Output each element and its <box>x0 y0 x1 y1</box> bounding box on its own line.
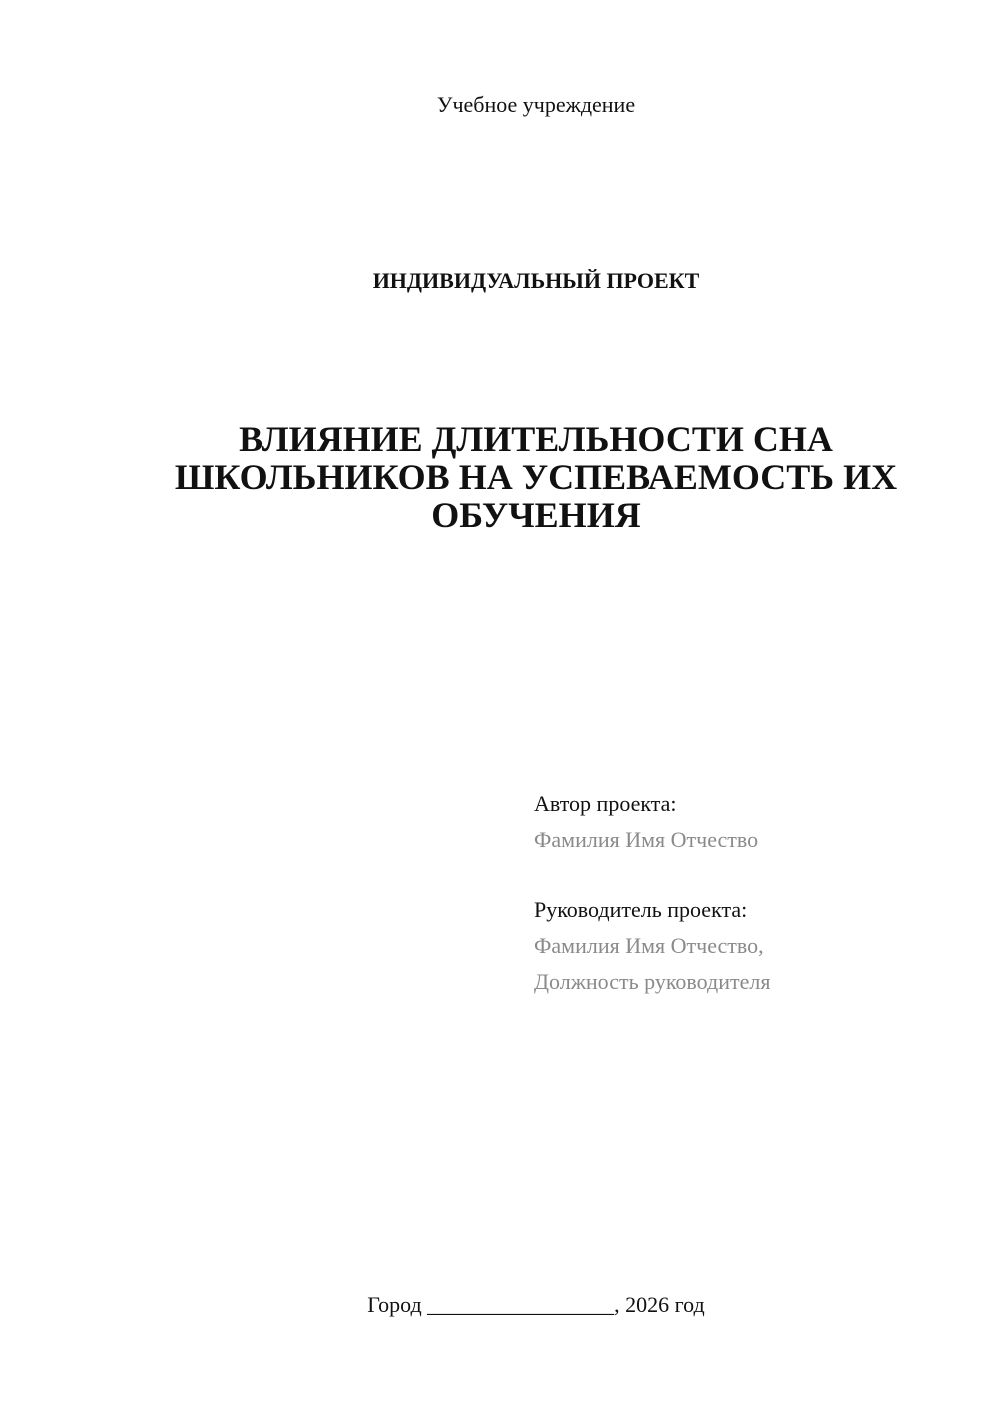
supervisor-position-placeholder: Должность руководителя <box>534 969 771 994</box>
author-name-placeholder: Фамилия Имя Отчество <box>534 827 759 852</box>
project-title-line-2: ШКОЛЬНИКОВ НА УСПЕВАЕМОСТЬ ИХ <box>174 457 898 497</box>
spacer <box>534 858 974 892</box>
document-type: ИНДИВИДУАЛЬНЫЙ ПРОЕКТ <box>372 268 700 293</box>
project-title-line-3: ОБУЧЕНИЯ <box>431 495 641 535</box>
author-label: Автор проекта: <box>534 791 677 816</box>
supervisor-label: Руководитель проекта: <box>534 897 748 922</box>
project-title <box>80 420 992 534</box>
city-year-line: Город _________________, 2026 год <box>367 1292 705 1317</box>
institution-name: Учебное учреждение <box>436 92 636 117</box>
project-title-line-1: ВЛИЯНИЕ ДЛИТЕЛЬНОСТИ СНА <box>239 419 833 459</box>
authorship-block <box>534 786 974 1000</box>
supervisor-name-placeholder: Фамилия Имя Отчество, <box>534 933 764 958</box>
